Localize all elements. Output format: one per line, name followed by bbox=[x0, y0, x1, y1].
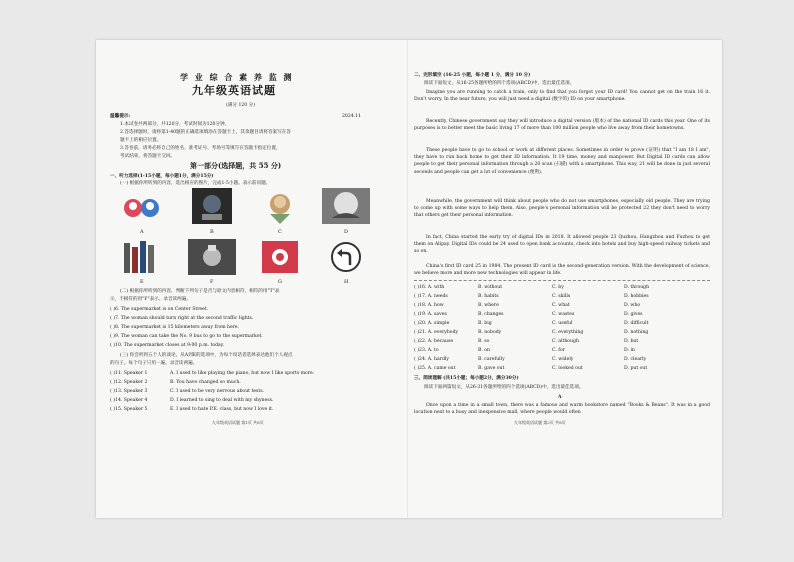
option-d: D. through bbox=[624, 285, 650, 290]
option-b: B. where bbox=[478, 303, 499, 308]
option-b: B. gave out bbox=[478, 366, 505, 371]
section-divider bbox=[414, 280, 710, 281]
option-d: D. clearly bbox=[624, 357, 647, 362]
option-c: C. by bbox=[552, 285, 564, 290]
match-answer: B. You have changed so much. bbox=[170, 380, 241, 385]
match-question: ( )11. Speaker 1 bbox=[110, 371, 148, 376]
option-b: B. so bbox=[478, 339, 490, 344]
option-q: ( )22. A. because bbox=[414, 339, 454, 344]
right-page bbox=[414, 40, 710, 518]
option-q: ( )25. A. came out bbox=[414, 366, 456, 371]
option-c: C. useful bbox=[552, 321, 573, 326]
option-c: C. although bbox=[552, 339, 579, 344]
option-d: D. in bbox=[624, 348, 635, 353]
passage-paragraph: Imagine you are running to catch a train, only to find that you forgot your ID card! You cannot get on the train 16 it. Don't worry. In the near future, you will just need a digital (数字的) ID on your smartphone. bbox=[414, 90, 710, 103]
true-false-item: ( )7. The woman should turn right at the second traffic lights. bbox=[110, 316, 254, 321]
listening-instruction: (一) 根据你所听到的内容，选出相应的图片，完成1-5小题。表示前问题。 bbox=[120, 181, 271, 186]
listening-instruction-2a: (二) 根据你所听到的内容，判断下列句子是否与原文内容相符，相符的用"T"表 bbox=[120, 289, 280, 294]
picture-label-e: E bbox=[140, 279, 144, 285]
full-score: (满分 120 分) bbox=[226, 103, 256, 108]
reading-instruction: 阅读下面两篇短文，从26-31各题所给的四个选项(ABCD)中，选出最佳选项。 bbox=[424, 385, 584, 390]
option-c: C. skills bbox=[552, 294, 571, 299]
option-d: D. put out bbox=[624, 366, 648, 371]
passage-paragraph: In fact, China started the early try of digital IDs in 2018. It allowed people 23 Quzhou, Hangzhou and Fuzhou to get them on Alipay. Digital IDs could be 24 used to open bank accounts, check into hotels and buy high-speed railway tickets and so on. bbox=[414, 235, 710, 255]
picture-b bbox=[188, 188, 236, 224]
match-question: ( )13. Speaker 3 bbox=[110, 389, 148, 394]
passage-letter-a: A bbox=[558, 395, 562, 400]
reading-heading: 三、阅读理解 (共15小题；每小题2分，满分30分) bbox=[414, 376, 519, 381]
option-d: D. but bbox=[624, 339, 639, 344]
option-b: B. without bbox=[478, 285, 503, 290]
true-false-item: ( )10. The supermarket closes at 9:00 p.m. today. bbox=[110, 343, 225, 348]
option-c: C. looked out bbox=[552, 366, 583, 371]
match-answer: A. I used to like playing the piano, but now I like sports more. bbox=[170, 371, 315, 376]
picture-a bbox=[118, 190, 166, 226]
true-false-item: ( )8. The supermarket is 15 kilometers away from here. bbox=[110, 325, 240, 330]
match-answer: E. I used to hate P.E. class, but now I love it. bbox=[170, 407, 274, 412]
option-d: D. difficult bbox=[624, 321, 649, 326]
option-q: ( )17. A. needs bbox=[414, 294, 448, 299]
cloze-heading: 二、完形填空 (16-25 小题，每小题 1 分，满分 10 分) bbox=[414, 73, 531, 78]
match-question: ( )15. Speaker 5 bbox=[110, 407, 148, 412]
passage-paragraph: Meanwhile, the government will think about people who do not use smartphones, especially old people. They are trying to come up with some ways to help them. Also, people's personal information will be protected 22 they don't need to worry that others get their personal information. bbox=[414, 199, 710, 219]
exam-title: 九年级英语试题 bbox=[192, 84, 276, 97]
option-q: ( )18. A. how bbox=[414, 303, 444, 308]
match-answer: D. I learned to sing to deal with my shyness. bbox=[170, 398, 274, 403]
picture-f bbox=[188, 239, 236, 275]
exam-sheet bbox=[96, 40, 722, 518]
listening-instruction-3a: (三) 你会听到五个人的谈论，从A到E的选项中，为每个说话者选择表达他们个人观点 bbox=[120, 353, 293, 358]
page-footer-right: 九年级英语试题 第2页 共8页 bbox=[514, 420, 566, 425]
option-b: B. big bbox=[478, 321, 492, 326]
passage-paragraph: China's first ID card 25 in 1984. The present ID card is the second-generation version. With the development of science, we believe more and more new technologies will appear in life. bbox=[414, 264, 710, 277]
option-b: B. carefully bbox=[478, 357, 505, 362]
option-d: D. gives bbox=[624, 312, 643, 317]
match-answer: C. I used to be very nervous about tests. bbox=[170, 389, 265, 394]
match-question: ( )14. Speaker 4 bbox=[110, 398, 148, 403]
notice-line: 1.本试卷共两部分，共120分，考试时间为120分钟。 bbox=[120, 122, 230, 127]
option-b: B. habits bbox=[478, 294, 499, 299]
exam-date: 2024.11 bbox=[342, 114, 361, 119]
picture-h bbox=[322, 239, 370, 275]
picture-e bbox=[118, 239, 166, 275]
option-d: D. hobbies bbox=[624, 294, 649, 299]
cloze-instruction: 阅读下面短文，从16-25各题所给的四个选项(ABCD)中，选出最佳选项。 bbox=[424, 81, 575, 86]
listening-instruction-3b: 的句子。每个句子只用一遍。录音读两遍。 bbox=[110, 361, 198, 366]
option-q: ( )19. A. saves bbox=[414, 312, 447, 317]
picture-label-f: F bbox=[210, 279, 214, 285]
option-d: D. who bbox=[624, 303, 641, 308]
picture-g bbox=[256, 239, 304, 275]
left-page bbox=[108, 40, 396, 518]
option-c: C. for bbox=[552, 348, 565, 353]
option-c: C. widely bbox=[552, 357, 574, 362]
picture-label-d: D bbox=[344, 229, 349, 235]
true-false-item: ( )6. The supermarket is on Center Street. bbox=[110, 307, 209, 312]
option-c: C. everything bbox=[552, 330, 584, 335]
picture-c bbox=[256, 190, 304, 226]
listening-heading: 一、听力选择(1-15小题，每小题1分，满分15分) bbox=[110, 174, 214, 179]
true-false-item: ( )9. The woman can take the No. 9 bus to go to the supermarket. bbox=[110, 334, 263, 339]
option-c: C. what bbox=[552, 303, 570, 308]
notice-line: 考试结束，将答题卡交回。 bbox=[120, 154, 176, 159]
listening-instruction-2b: 示，不相符的用"F"表示。录音读两遍。 bbox=[110, 297, 191, 302]
option-q: ( )24. A. hardly bbox=[414, 357, 449, 362]
option-b: B. nobody bbox=[478, 330, 502, 335]
option-b: B. changes bbox=[478, 312, 504, 317]
page-fold bbox=[407, 40, 408, 518]
picture-label-h: H bbox=[344, 279, 349, 285]
part1-title: 第一部分(选择题，共 55 分) bbox=[190, 161, 282, 170]
option-q: ( )16. A. with bbox=[414, 285, 445, 290]
option-q: ( )20. A. simple bbox=[414, 321, 450, 326]
picture-label-g: G bbox=[278, 279, 282, 285]
passage-paragraph: Recently, Chinese government say they will introduce a digital version (版本) of the national ID cards this year. One of its purposes is to better meet the basic living 17 of more than 100 million people who live away from their hometowns. bbox=[414, 119, 710, 132]
notice-line: 2.答选择题时，请将第1-40题的正确选项填涂在答题卡上，其余题目请将答案写在答 bbox=[120, 130, 291, 135]
notice-label: 温馨提示: bbox=[110, 114, 131, 119]
option-q: ( )23. A. to bbox=[414, 348, 439, 353]
passage-paragraph: These people have to go to school or work at different places. Sometimes in order to prove (证明) that "I am 18 I am", they have to run back home to get their ID information. It 19 time, money and manpower. But Digital ID cards can allow people to get their personal information through a 20 scan (扫描) with a smartphone. This way, 21 will be done in just several seconds and people can get a lot of convenience (便利). bbox=[414, 148, 710, 175]
picture-label-b: B bbox=[210, 229, 214, 235]
notice-line: 3.答卷前，请务必将自己的姓名、准考证号、考场号等填写在答题卡指定位置， bbox=[120, 146, 281, 151]
option-q: ( )21. A. everybody bbox=[414, 330, 459, 335]
match-question: ( )12. Speaker 2 bbox=[110, 380, 148, 385]
exam-series-title: 学 业 综 合 素 养 监 测 bbox=[180, 72, 294, 82]
notice-line: 题卡上的相应位置。 bbox=[120, 138, 162, 143]
page-footer-left: 九年级英语试题 第1页 共8页 bbox=[212, 420, 264, 425]
option-b: B. on bbox=[478, 348, 491, 353]
picture-label-a: A bbox=[140, 229, 144, 235]
picture-label-c: C bbox=[278, 229, 282, 235]
option-c: C. wastes bbox=[552, 312, 575, 317]
reading-passage-start: Once upon a time in a small town, there was a famous and warm bookstore named "Books & Beans". It was in a good location next to a busy and inexpensive mall, where people would often bbox=[414, 403, 710, 416]
picture-d bbox=[322, 188, 370, 224]
option-d: D. nothing bbox=[624, 330, 649, 335]
